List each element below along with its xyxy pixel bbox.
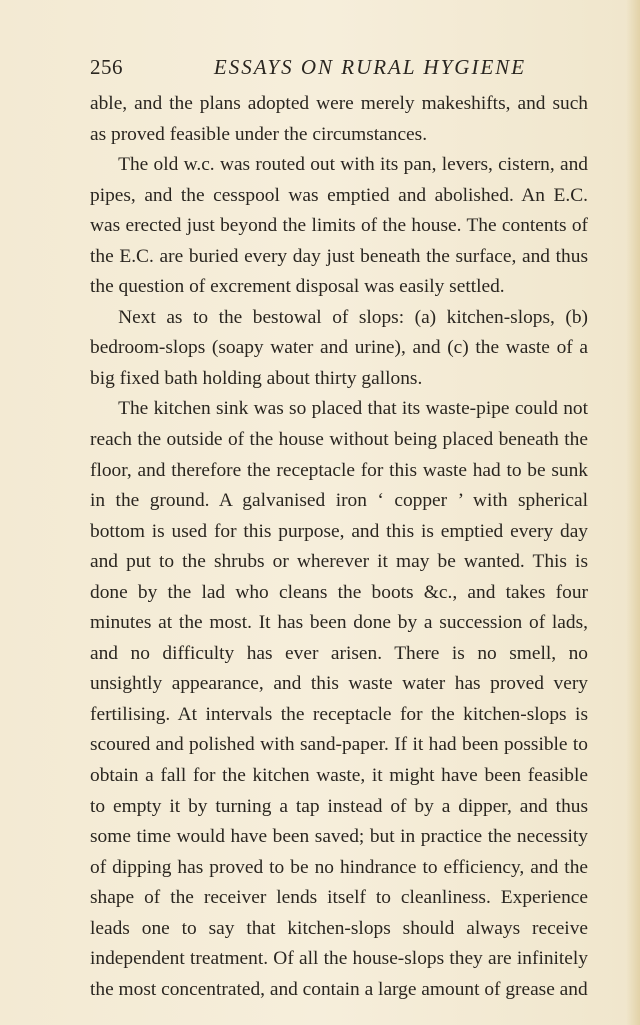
paragraph-continuation: able, and the plans adopted were merely makeshifts, and such as proved feasible under the circumstances. xyxy=(90,93,588,145)
running-title: ESSAYS ON RURAL HYGIENE xyxy=(213,55,527,79)
page-edge-shadow xyxy=(626,0,640,1025)
body-text xyxy=(90,89,588,1005)
paragraph-wc-removal: The old w.c. was routed out with its pan, levers, cistern, and pipes, and the cesspool was emptied and abolished. An E.C. was erected just beyond the limits of the house. The contents of the E.C. are buried every day just beneath the surface, and thus the question of excrement disposal was easily settled. xyxy=(90,154,588,298)
paragraph-kitchen-sink: The kitchen sink was so placed that its waste-pipe could not reach the outside of the house without being placed beneath the floor, and therefore the receptacle for this waste had to be sunk in the ground. A galvanised iron ‘ copper ’ with spherical bottom is used for this purpose, and this is emptied every day and put to the shrubs or wherever it may be wanted. This is done by the lad who cleans the boots &c., and takes four minutes at the most. It has been done by a succession of lads, and no difficulty has ever arisen. There is no smell, no unsightly appearance, and this waste water has proved very fertilising. At intervals the receptacle for the kitchen-slops is scoured and polished with sand-paper. If it had been possible to obtain a fall for the kitchen waste, it might have been feasible to empty it by turning a tap instead of by a dipper, and thus some time would have been saved; but in practice the necessity of dipping has proved to be no hindrance to efficiency, and the shape of the receiver lends itself to cleanliness. Experience leads one to say that kitchen-slops should always receive independent treatment. Of all the house-slops they are infinitely the most concentrated, and contain a large amount of grease and xyxy=(90,398,588,1000)
page-number: 256 xyxy=(90,55,123,79)
paragraph-slops: Next as to the bestowal of slops: (a) kitchen-slops, (b) bedroom-slops (soapy water and urine), and (c) the waste of a big fixed bath holding about thirty gallons. xyxy=(90,306,588,389)
